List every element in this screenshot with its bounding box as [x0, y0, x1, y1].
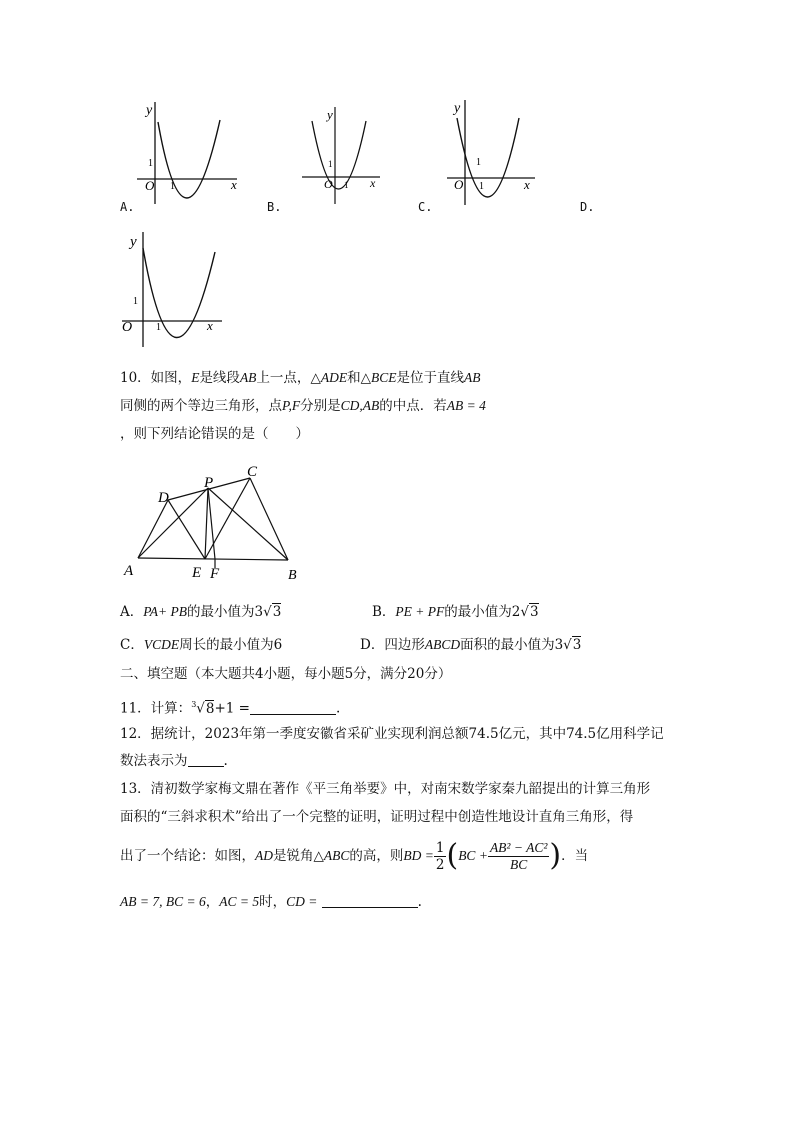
axis-y-label: y	[327, 107, 333, 122]
axis-x-label: x	[231, 177, 237, 192]
right-paren: )	[549, 838, 562, 873]
tick-1-label: 1	[156, 322, 161, 333]
origin-label: O	[145, 178, 155, 193]
axis-x-label: x	[370, 176, 376, 190]
axis-y-label: y	[130, 234, 137, 250]
axis-x-label: x	[524, 177, 530, 192]
axis-x-label: x	[207, 318, 213, 333]
point-a-label: A	[124, 563, 134, 579]
point-p-label: P	[204, 475, 214, 491]
point-c-label: C	[247, 464, 258, 480]
point-f-label: F	[210, 566, 220, 582]
fraction-ab-ac: $\frac{\text{AB² − AC²}}{BC}$	[489, 839, 548, 872]
left-paren: (	[446, 838, 459, 873]
q13-line-1: 13．清初数学家梅文鼎在著作《平三角举要》中，对南宋数学家秦九韶提出的计算三角形	[120, 781, 651, 797]
fraction-half: $\frac{1}{2}$	[435, 839, 445, 873]
origin-label: O	[454, 177, 464, 192]
q11-answer-blank[interactable]	[250, 700, 336, 715]
graph-option-d	[118, 230, 228, 348]
option-a-label: A.	[120, 200, 135, 214]
graph-option-a	[135, 100, 240, 205]
option-c-label: C.	[418, 200, 433, 214]
q10-triangle-figure	[118, 458, 308, 583]
origin-label: O	[324, 177, 333, 191]
tick-1-label: 1	[476, 157, 481, 168]
sqrt-symbol: √	[563, 637, 572, 653]
tick-1-label: 1	[133, 296, 138, 307]
axis-y-label: y	[454, 101, 461, 116]
q13-line-4: AB = 7, BC = 6，AC = 5时，CD = .	[120, 894, 422, 910]
q12-line-2: 数法表示为 .	[120, 753, 228, 769]
origin-label: O	[122, 320, 133, 335]
tick-1-label: 1	[148, 158, 153, 169]
graph-option-c	[445, 98, 540, 206]
graph-option-b	[300, 105, 385, 205]
q10-option-d: D．四边形ABCD面积的最小值为3√3	[360, 637, 582, 653]
point-b-label: B	[288, 568, 297, 583]
tick-1-label: 1	[328, 159, 333, 169]
q13-answer-blank[interactable]	[322, 893, 418, 908]
q13-line-3: 出了一个结论：如图， AD 是锐角 △ABC 的高，则 BD = $\frac{1}{2}$ ( BC + $\frac{\text{AB² − AC²}}{BC}$ ) ．当	[120, 838, 589, 873]
q10-option-b: B．PE + PF的最小值为2√3	[372, 604, 539, 620]
q10-line-1: 10．如图，E是线段AB上一点，△ADE和△BCE是位于直线AB	[120, 370, 481, 386]
q10-line-2: 同侧的两个等边三角形，点P,F分别是CD,AB的中点．若AB = 4	[120, 398, 486, 414]
q11-line: 11．计算：$^3$√8+1 = .	[120, 700, 341, 717]
q10-option-c: C．VCDE周长的最小值为6	[120, 637, 283, 653]
axis-y-label: y	[146, 103, 153, 118]
q10-line-3: ，则下列结论错误的是（ ）	[120, 426, 309, 442]
tick-1-label: 1	[479, 181, 484, 192]
q10-option-a: A．PA+ PB的最小值为3√3	[120, 604, 282, 620]
tick-1-label: 1	[170, 181, 175, 192]
sqrt-symbol: √	[520, 604, 529, 620]
tick-1-label: 1	[344, 180, 349, 190]
point-e-label: E	[192, 565, 202, 581]
option-b-label: B.	[267, 200, 282, 214]
option-d-label: D.	[580, 200, 595, 214]
sqrt-symbol: √	[263, 604, 272, 620]
section-heading: 二、填空题（本大题共4小题，每小题5分，满分20分）	[120, 666, 452, 682]
q12-line-1: 12．据统计，2023年第一季度安徽省采矿业实现利润总额74.5亿元，其中74.5亿用科学记	[120, 726, 664, 742]
q13-line-2: 面积的“三斜求积术”给出了一个完整的证明，证明过程中创造性地设计直角三角形，得	[120, 809, 634, 825]
point-d-label: D	[158, 490, 169, 506]
root-symbol: √	[196, 700, 205, 717]
q12-answer-blank[interactable]	[188, 752, 224, 767]
